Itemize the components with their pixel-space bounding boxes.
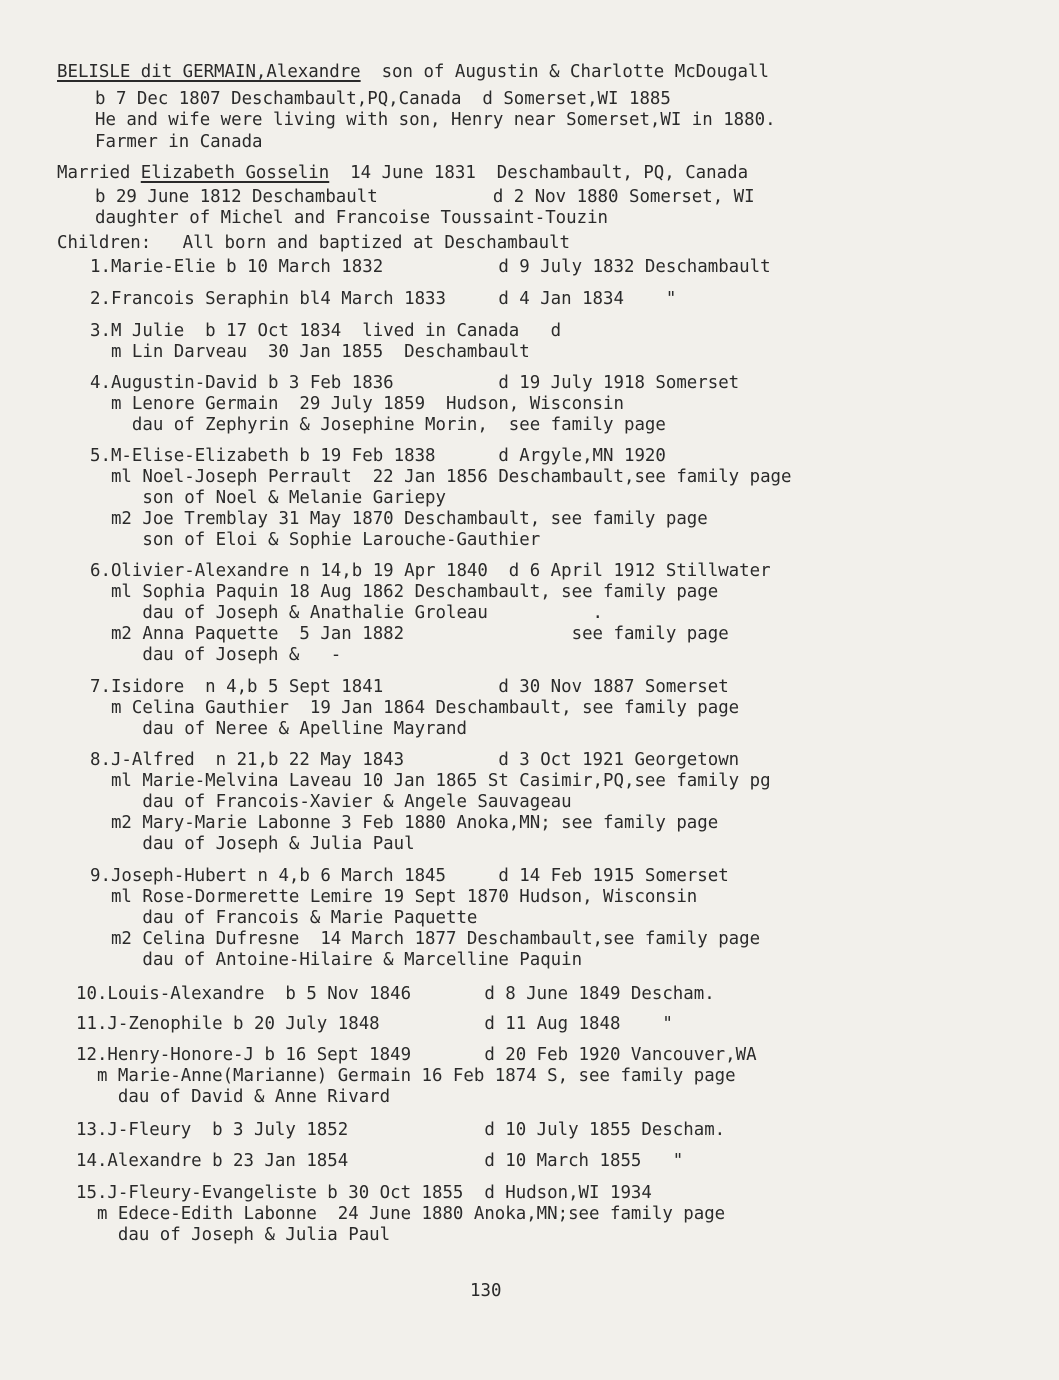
children-heading: Children: All born and baptized at Deschambault — [57, 233, 571, 253]
subject-note: He and wife were living with son, Henry near Somerset,WI in 1880. — [95, 110, 776, 130]
marriage-line — [57, 163, 748, 184]
child-entry-line: dau of Antoine-Hilaire & Marcelline Paquin — [90, 950, 583, 970]
child-entry-line: dau of Joseph & Anathalie Groleau . — [90, 603, 604, 623]
child-entry-line: 9.Joseph-Hubert n 4,b 6 March 1845 d 14 Feb 1915 Somerset — [90, 866, 729, 886]
child-entry-line: 7.Isidore n 4,b 5 Sept 1841 d 30 Nov 1887 Somerset — [90, 677, 729, 697]
child-entry-line: 6.Olivier-Alexandre n 14,b 19 Apr 1840 d 6 April 1912 Stillwater — [90, 561, 771, 581]
child-entry-line: dau of Francois & Marie Paquette — [90, 908, 478, 928]
child-entry-line: dau of Joseph & Julia Paul — [76, 1225, 391, 1245]
subject-name: BELISLE dit GERMAIN,Alexandre — [57, 62, 361, 82]
child-entry-line: dau of David & Anne Rivard — [76, 1087, 391, 1107]
child-entry-line: 4.Augustin-David b 3 Feb 1836 d 19 July 1918 Somerset — [90, 373, 740, 393]
child-entry-line: m Edece-Edith Labonne 24 June 1880 Anoka,MN;see family page — [76, 1204, 726, 1224]
subject-note: Farmer in Canada — [95, 132, 263, 152]
child-entry-line: 14.Alexandre b 23 Jan 1854 d 10 March 1855 " — [76, 1151, 684, 1171]
spouse-name: Elizabeth Gosselin — [140, 163, 330, 183]
subject-parents: son of Augustin & Charlotte McDougall — [360, 62, 769, 82]
child-entry-line: 13.J-Fleury b 3 July 1852 d 10 July 1855 Descham. — [76, 1120, 726, 1140]
child-entry-line: 3.M Julie b 17 Oct 1834 lived in Canada d — [90, 321, 562, 341]
child-entry-line: dau of Francois-Xavier & Angele Sauvageau — [90, 792, 572, 812]
child-entry-line: son of Noel & Melanie Gariepy — [90, 488, 446, 508]
child-entry-line: m2 Mary-Marie Labonne 3 Feb 1880 Anoka,MN; see family page — [90, 813, 719, 833]
child-entry-line: m Lin Darveau 30 Jan 1855 Deschambault — [90, 342, 530, 362]
child-entry-line: dau of Neree & Apelline Mayrand — [90, 719, 467, 739]
child-entry-line: ml Noel-Joseph Perrault 22 Jan 1856 Deschambault,see family page — [90, 467, 792, 487]
child-entry-line: m2 Joe Tremblay 31 May 1870 Deschambault, see family page — [90, 509, 708, 529]
marriage-details: 14 June 1831 Deschambault, PQ, Canada — [329, 163, 749, 183]
subject-birth-death: b 7 Dec 1807 Deschambault,PQ,Canada d Somerset,WI 1885 — [95, 89, 671, 109]
child-entry-line: dau of Zephyrin & Josephine Morin, see family page — [90, 415, 666, 435]
spouse-parents: daughter of Michel and Francoise Toussaint-Touzin — [95, 208, 609, 228]
child-entry-line: 11.J-Zenophile b 20 July 1848 d 11 Aug 1848 " — [76, 1014, 673, 1034]
child-entry-line: 2.Francois Seraphin bl4 March 1833 d 4 Jan 1834 " — [90, 289, 677, 309]
page-number: 130 — [470, 1281, 502, 1301]
child-entry-line: m Celina Gauthier 19 Jan 1864 Deschambault, see family page — [90, 698, 740, 718]
child-entry-line: ml Rose-Dormerette Lemire 19 Sept 1870 Hudson, Wisconsin — [90, 887, 698, 907]
child-entry-line: 15.J-Fleury-Evangeliste b 30 Oct 1855 d Hudson,WI 1934 — [76, 1183, 652, 1203]
child-entry-line: 10.Louis-Alexandre b 5 Nov 1846 d 8 June 1849 Descham. — [76, 984, 715, 1004]
child-entry-line: m Marie-Anne(Marianne) Germain 16 Feb 1874 S, see family page — [76, 1066, 736, 1086]
child-entry-line: m2 Anna Paquette 5 Jan 1882 see family page — [90, 624, 729, 644]
child-entry-line: ml Marie-Melvina Laveau 10 Jan 1865 St Casimir,PQ,see family pg — [90, 771, 771, 791]
child-entry-line: m2 Celina Dufresne 14 March 1877 Deschambault,see family page — [90, 929, 761, 949]
marriage-prefix: Married — [57, 163, 141, 183]
header-line — [57, 62, 769, 83]
child-entry-line: 5.M-Elise-Elizabeth b 19 Feb 1838 d Argyle,MN 1920 — [90, 446, 666, 466]
child-entry-line: 8.J-Alfred n 21,b 22 May 1843 d 3 Oct 1921 Georgetown — [90, 750, 740, 770]
child-entry-line: dau of Joseph & - — [90, 645, 342, 665]
spouse-birth-death: b 29 June 1812 Deschambault d 2 Nov 1880 Somerset, WI — [95, 187, 755, 207]
child-entry-line: 1.Marie-Elie b 10 March 1832 d 9 July 1832 Deschambault — [90, 257, 771, 277]
child-entry-line: son of Eloi & Sophie Larouche-Gauthier — [90, 530, 541, 550]
child-entry-line: dau of Joseph & Julia Paul — [90, 834, 415, 854]
child-entry-line: 12.Henry-Honore-J b 16 Sept 1849 d 20 Feb 1920 Vancouver,WA — [76, 1045, 757, 1065]
child-entry-line: m Lenore Germain 29 July 1859 Hudson, Wisconsin — [90, 394, 624, 414]
child-entry-line: ml Sophia Paquin 18 Aug 1862 Deschambault, see family page — [90, 582, 719, 602]
